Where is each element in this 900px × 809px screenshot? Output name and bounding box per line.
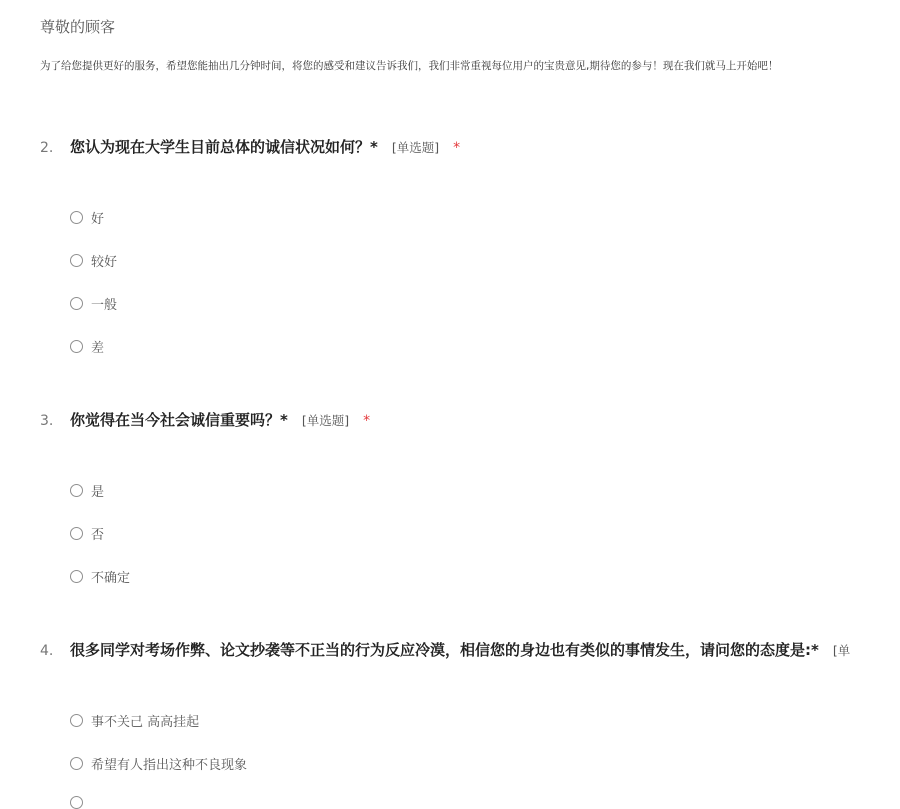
question-type-label: [单选题] [301, 413, 350, 428]
question-type-label: [单选题] [391, 140, 440, 155]
radio-circle-icon[interactable] [70, 757, 83, 770]
option-partially-visible[interactable] [70, 796, 83, 809]
option-poor[interactable] [70, 337, 104, 356]
radio-circle-icon[interactable] [70, 527, 83, 540]
radio-circle-icon[interactable] [70, 211, 83, 224]
radio-circle-icon[interactable] [70, 484, 83, 497]
option-good[interactable] [70, 208, 104, 227]
question-3 [40, 409, 370, 430]
option-no[interactable] [70, 524, 104, 543]
option-label: 事不关己 高高挂起 [91, 715, 200, 730]
option-label: 希望有人指出这种不良现象 [91, 758, 248, 773]
option-label: 一般 [91, 298, 118, 313]
radio-circle-icon[interactable] [70, 297, 83, 310]
radio-circle-icon[interactable] [70, 340, 83, 353]
question-4 [40, 639, 900, 660]
greeting-heading: 尊敬的顾客 [40, 18, 116, 36]
question-title: 你觉得在当今社会诚信重要吗？* [70, 411, 288, 429]
option-label: 是 [91, 485, 105, 500]
question-number: 2. [40, 140, 54, 156]
required-marker: * [363, 413, 371, 429]
question-title: 很多同学对考场作弊、论文抄袭等不正当的行为反应冷漠，相信您的身边也有类似的事情发生，请问您的态度是:* [70, 641, 819, 659]
option-label: 否 [91, 528, 105, 543]
survey-intro-text: 为了给您提供更好的服务，希望您能抽出几分钟时间，将您的感受和建议告诉我们，我们非常重视每位用户的宝贵意见,期待您的参与！现在我们就马上开始吧！ [40, 60, 779, 72]
option-not-sure[interactable] [70, 567, 130, 586]
question-title: 您认为现在大学生目前总体的诚信状况如何？* [70, 138, 378, 156]
radio-circle-icon[interactable] [70, 714, 83, 727]
radio-circle-icon[interactable] [70, 254, 83, 267]
required-marker: * [453, 140, 461, 156]
option-fairly-good[interactable] [70, 251, 117, 270]
option-label: 好 [91, 212, 105, 227]
radio-circle-icon[interactable] [70, 570, 83, 583]
option-yes[interactable] [70, 481, 104, 500]
question-2 [40, 136, 460, 157]
option-label: 差 [91, 341, 105, 356]
question-number: 3. [40, 413, 54, 429]
question-type-label: [单 [832, 643, 851, 658]
option-average[interactable] [70, 294, 117, 313]
option-indifferent[interactable] [70, 711, 199, 730]
question-number: 4. [40, 643, 54, 659]
option-label: 较好 [91, 255, 118, 270]
option-hope-someone-points-out[interactable] [70, 754, 247, 773]
option-label: 不确定 [91, 571, 131, 586]
radio-circle-icon[interactable] [70, 796, 83, 809]
